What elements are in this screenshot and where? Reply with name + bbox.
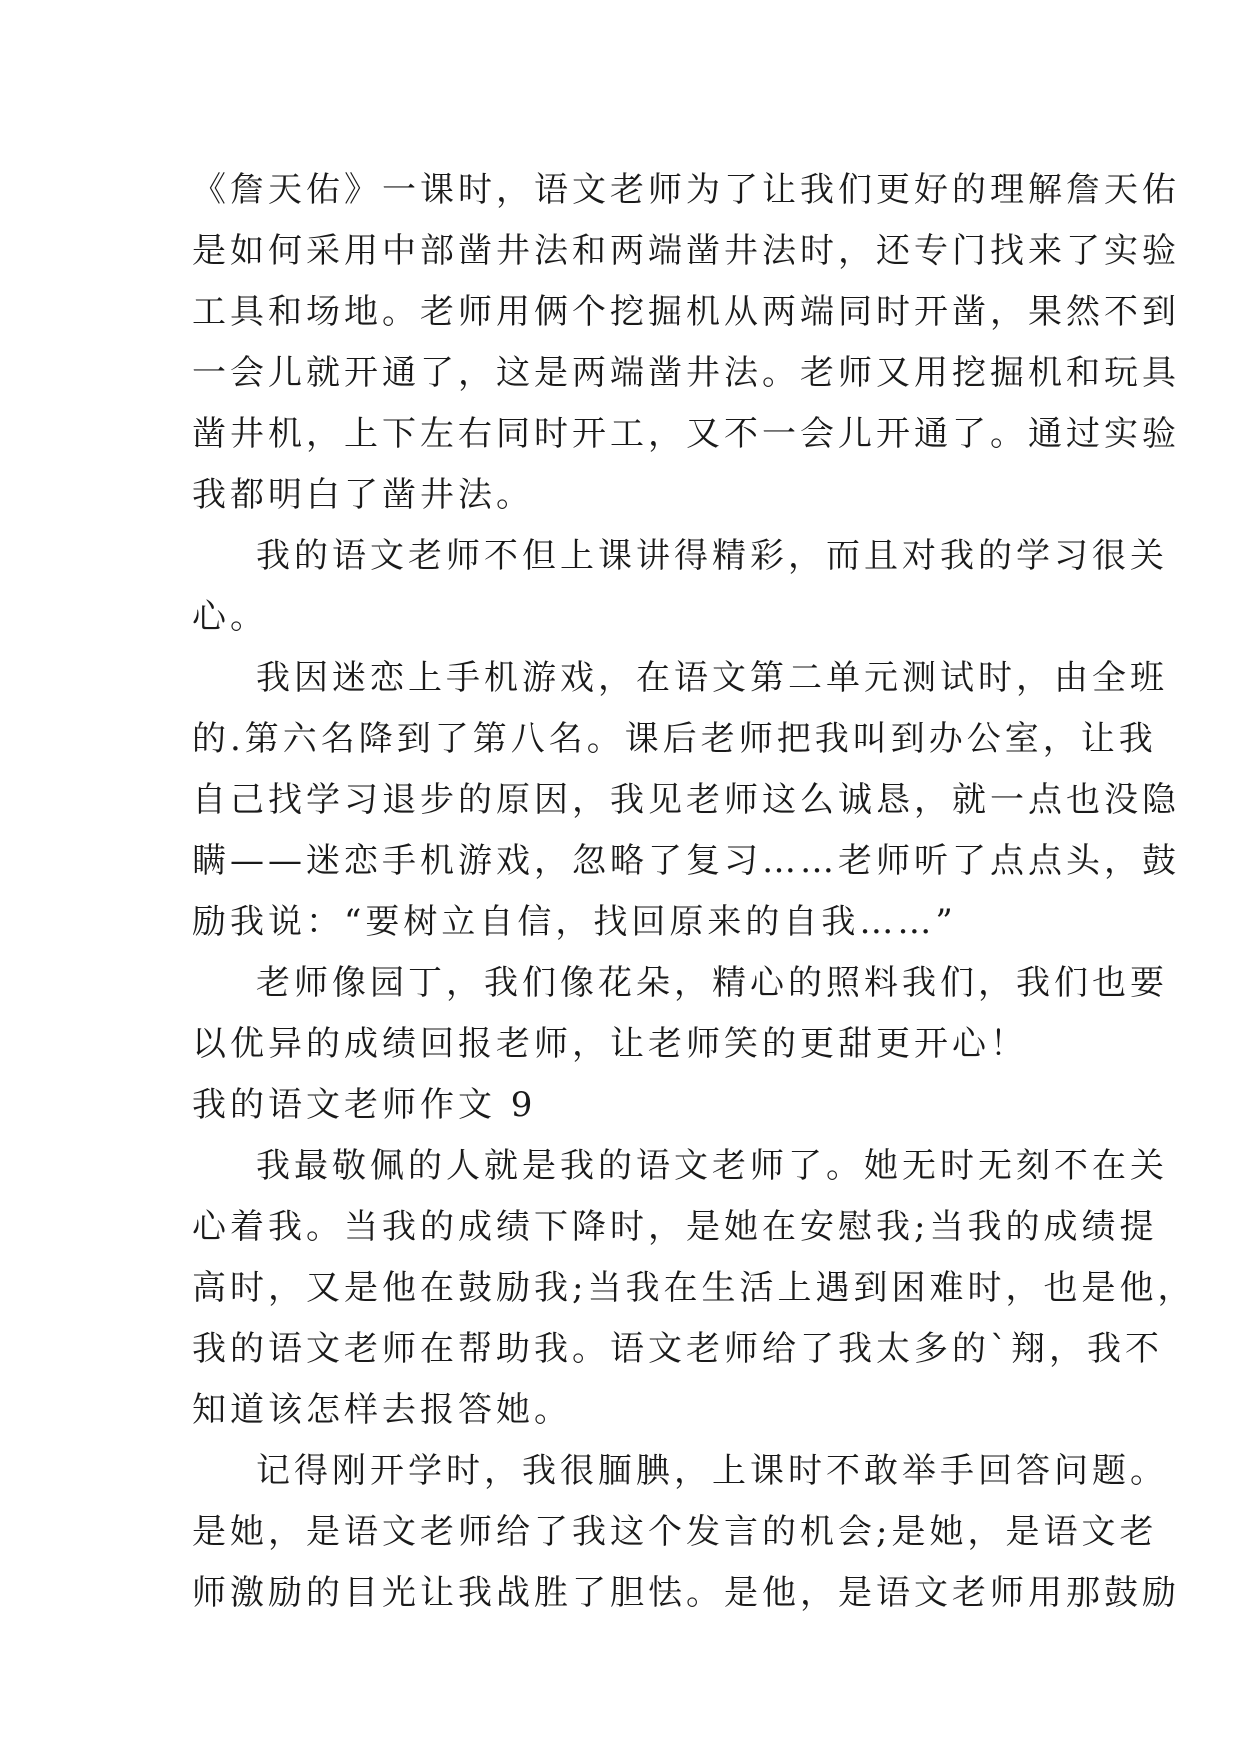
paragraph-first-line: 记得刚开学时，我很腼腆，上课时不敢举手回答问题。 <box>256 1451 1168 1491</box>
section-heading: 我的语文老师作文 9 <box>192 1085 537 1125</box>
text-line: 的.第六名降到了第八名。课后老师把我叫到办公室，让我 <box>192 719 1157 759</box>
text-line: 以优异的成绩回报老师，让老师笑的更甜更开心！ <box>192 1024 1028 1064</box>
text-line: 凿井机，上下左右同时开工，又不一会儿开通了。通过实验 <box>192 414 1180 454</box>
paragraph-first-line: 我的语文老师不但上课讲得精彩，而且对我的学习很关 <box>256 536 1168 576</box>
text-line: 瞒——迷恋手机游戏，忽略了复习……老师听了点点头，鼓 <box>192 841 1180 881</box>
paragraph-first-line: 我因迷恋上手机游戏，在语文第二单元测试时，由全班 <box>256 658 1168 698</box>
paragraph-first-line: 我最敬佩的人就是我的语文老师了。她无时无刻不在关 <box>256 1146 1168 1186</box>
document-page <box>192 160 1196 1624</box>
text-line: 是她，是语文老师给了我这个发言的机会;是她，是语文老 <box>192 1512 1158 1552</box>
text-line: 励我说：“要树立自信，找回原来的自我……” <box>192 902 957 942</box>
text-line: 自己找学习退步的原因，我见老师这么诚恳，就一点也没隐 <box>192 780 1180 820</box>
text-line: 我的语文老师在帮助我。语文老师给了我太多的`翔，我不 <box>192 1329 1163 1369</box>
text-line: 高时，又是他在鼓励我;当我在生活上遇到困难时，也是他， <box>192 1268 1196 1308</box>
text-line: 心。 <box>192 597 268 637</box>
text-line: 心着我。当我的成绩下降时，是她在安慰我;当我的成绩提 <box>192 1207 1158 1247</box>
text-line: 一会儿就开通了，这是两端凿井法。老师又用挖掘机和玩具 <box>192 353 1180 393</box>
text-line: 是如何采用中部凿井法和两端凿井法时，还专门找来了实验 <box>192 231 1180 271</box>
paragraph-first-line: 老师像园丁，我们像花朵，精心的照料我们，我们也要 <box>256 963 1168 1003</box>
text-line: 师激励的目光让我战胜了胆怯。是他，是语文老师用那鼓励 <box>192 1573 1180 1613</box>
text-line: 知道该怎样去报答她。 <box>192 1390 572 1430</box>
text-line: 工具和场地。老师用俩个挖掘机从两端同时开凿，果然不到 <box>192 292 1180 332</box>
text-line: 我都明白了凿井法。 <box>192 475 534 515</box>
text-line: 《詹天佑》一课时，语文老师为了让我们更好的理解詹天佑 <box>192 170 1180 210</box>
